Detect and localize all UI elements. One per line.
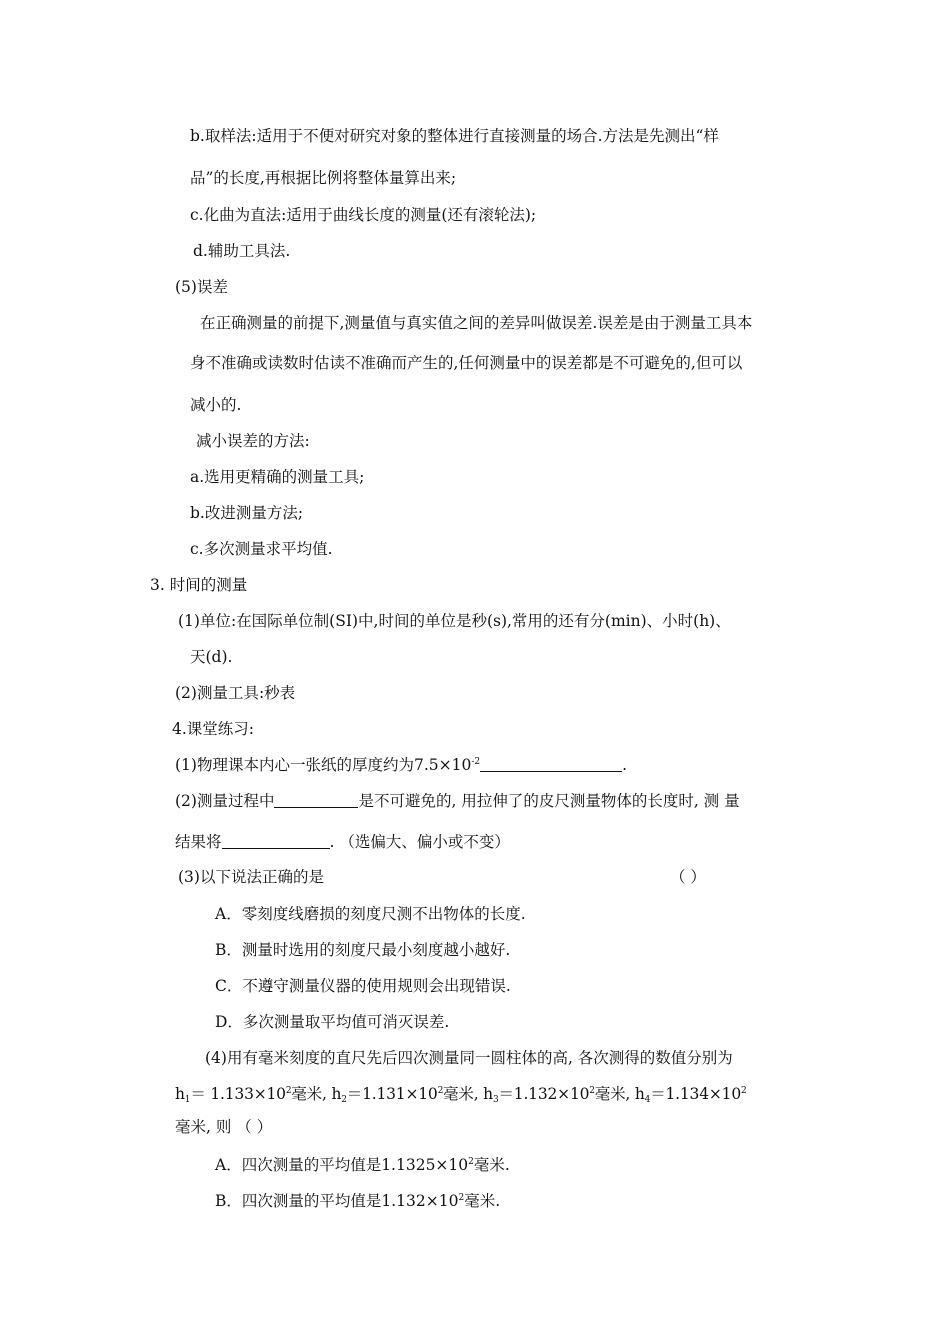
exponent: 2 (468, 1157, 474, 1167)
unit-text: 毫米, (291, 1085, 332, 1103)
subscript: 3 (492, 1095, 499, 1105)
question-2 (175, 791, 740, 811)
text-line: (1)单位:在国际单位制(SI)中,时间的单位是秒(s),常用的还有分(min)、小时(h)、 (178, 612, 731, 630)
answer-blank[interactable] (222, 834, 330, 849)
subscript: 4 (644, 1095, 651, 1105)
exponent: 2 (589, 1086, 595, 1096)
answer-bracket[interactable]: （ ） (670, 868, 706, 886)
option-b (215, 1191, 500, 1211)
option-c: C．不遵守测量仪器的使用规则会出现错误. (215, 977, 511, 995)
value-text: ＝1.132×10 (498, 1085, 590, 1103)
option-text: B．四次测量的平均值是1.132×10 (215, 1192, 459, 1210)
subscript: 1 (184, 1095, 191, 1105)
option-b: B．测量时选用的刻度尺最小刻度越小越好. (215, 941, 511, 959)
question-4-stem: (4)用有毫米刻度的直尺先后四次测量同一圆柱体的高, 各次测得的数值分别为 (205, 1049, 733, 1067)
answer-blank[interactable] (274, 793, 358, 808)
option-a (215, 1155, 510, 1175)
list-item: b.改进测量方法; (190, 504, 304, 522)
exponent: 2 (437, 1086, 444, 1096)
option-text: A．四次测量的平均值是1.1325×10 (215, 1156, 469, 1174)
text-line: c.化曲为直法:适用于曲线长度的测量(还有滚轮法); (190, 206, 537, 224)
text-line: 身不准确或读数时估读不准确而产生的,任何测量中的误差都是不可避免的,但可以 (190, 354, 743, 372)
question-text: . (622, 756, 628, 774)
section-heading: 3. 时间的测量 (150, 576, 248, 594)
section-heading: (5)误差 (175, 278, 228, 296)
answer-blank[interactable] (480, 757, 622, 772)
question-2-cont (175, 832, 510, 852)
exponent: 2 (458, 1193, 465, 1203)
value-text: ＝1.131×10 (346, 1085, 438, 1103)
text-line: 在正确测量的前提下,测量值与真实值之间的差异叫做误差.误差是由于测量工具本 (200, 314, 753, 332)
question-text: 是不可避免的, 用拉伸了的皮尺测量物体的长度时, 测 量 (358, 792, 740, 810)
text-line: d.辅助工具法. (193, 242, 291, 260)
option-a: A．零刻度线磨损的刻度尺测不出物体的长度. (215, 905, 526, 923)
question-3-stem: (3)以下说法正确的是 (178, 868, 324, 886)
value-text: ＝1.134×10 (650, 1085, 741, 1103)
h-symbol: h (331, 1085, 342, 1103)
h-symbol: h (483, 1085, 493, 1103)
exponent: 2 (741, 1086, 747, 1096)
section-heading: 4.课堂练习: (172, 720, 255, 738)
exponent: 2 (285, 1086, 292, 1096)
question-1 (175, 755, 627, 775)
exponent: -2 (471, 757, 481, 767)
option-d: D．多次测量取平均值可消灭误差. (215, 1013, 450, 1031)
question-text: (1)物理课本内心一张纸的厚度约为7.5×10 (175, 756, 472, 774)
h-symbol: h (175, 1085, 185, 1103)
question-text: 结果将 (175, 833, 222, 851)
text-line: 品”的长度,再根据比例将整体量算出来; (190, 169, 457, 187)
question-text: . （选偏大、偏小或不变） (329, 833, 510, 851)
unit-text: 毫米. (473, 1156, 510, 1174)
unit-text: 毫米, (594, 1085, 635, 1103)
unit-text: 毫米, (443, 1085, 484, 1103)
text-line: (2)测量工具:秒表 (175, 684, 296, 702)
question-4-cont: 毫米, 则 （ ） (175, 1118, 273, 1136)
value-text: ＝ 1.133×10 (190, 1085, 286, 1103)
text-line: 减小的. (190, 396, 242, 414)
text-line: 减小误差的方法: (196, 432, 310, 450)
list-item: a.选用更精确的测量工具; (190, 468, 365, 486)
question-4-values (175, 1084, 747, 1104)
list-item: c.多次测量求平均值. (190, 540, 333, 558)
subscript: 2 (341, 1095, 347, 1105)
text-line: b.取样法:适用于不便对研究对象的整体进行直接测量的场合.方法是先测出“样 (190, 127, 719, 145)
unit-text: 毫米. (464, 1192, 501, 1210)
text-line: 天(d). (190, 648, 233, 666)
h-symbol: h (634, 1085, 645, 1103)
question-text: (2)测量过程中 (175, 792, 275, 810)
